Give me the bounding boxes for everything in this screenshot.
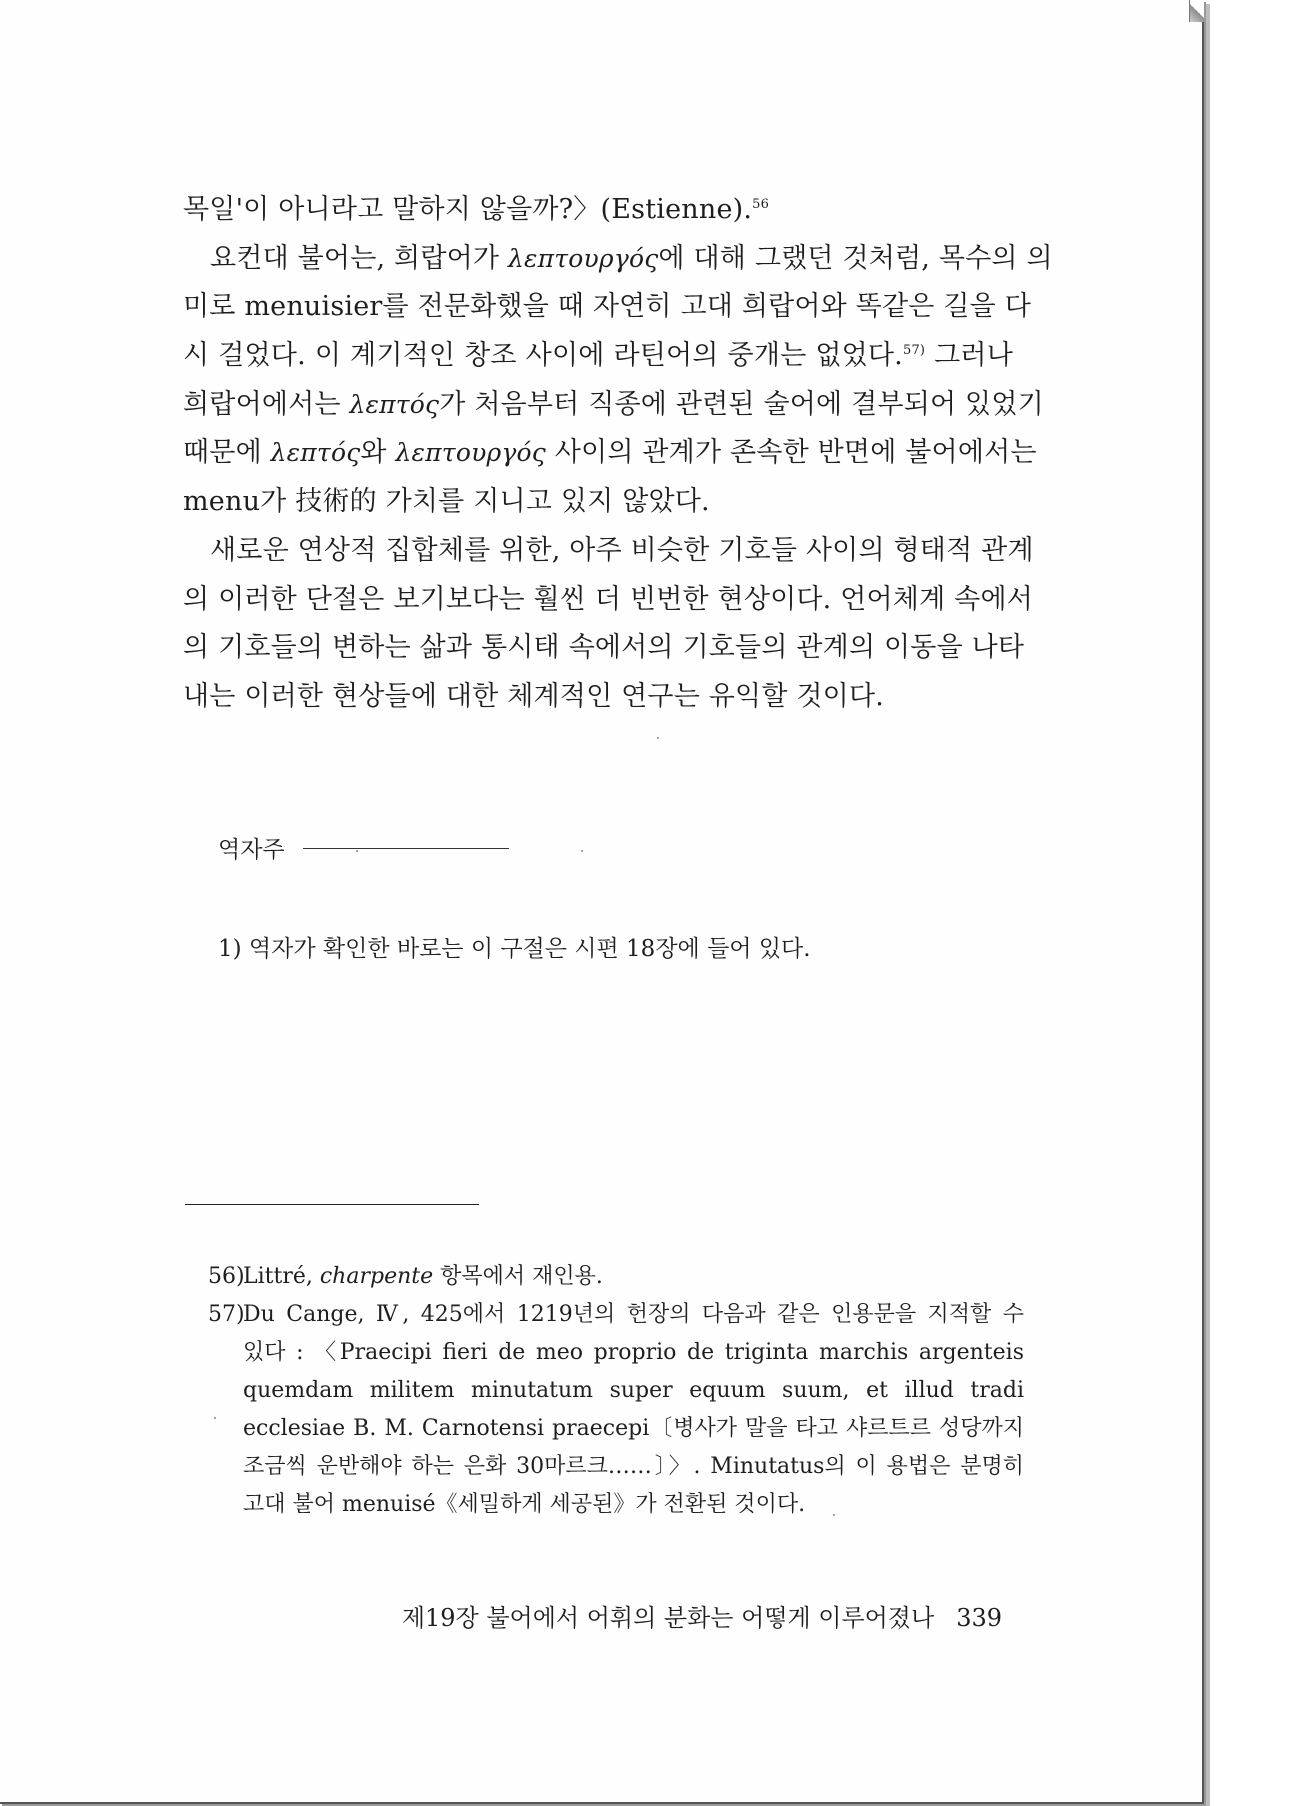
footnote-57-line-3: quemdam militem minutatum super equum suum, et illud tradi [243, 1378, 1024, 1403]
footnote-separator [185, 1204, 479, 1205]
greek-term: λεπτός [349, 389, 440, 419]
scan-speck [657, 737, 659, 739]
body-line-8: 새로운 연상적 집합체를 위한, 아주 비슷한 기호들 사이의 형태적 관계 [210, 534, 1034, 566]
translator-notes [218, 830, 1018, 967]
translator-note-1: 1) 역자가 확인한 바로는 이 구절은 시편 18장에 들어 있다. [218, 936, 811, 962]
footnote-57-line-6: 고대 불어 menuisé《세밀하게 세공된》가 전환된 것이다. [243, 1492, 806, 1517]
body-line-9: 의 이러한 단절은 보기보다는 훨씬 더 빈번한 현상이다. 언어체계 속에서 [183, 583, 1034, 615]
footnotes [208, 1258, 1024, 1524]
body-line-5: 희랍어에서는 λεπτός가 처음부터 직종에 관련된 술어에 결부되어 있었기 [183, 388, 1044, 420]
footnote-57-line-5: 조금씩 운반해야 하는 은화 30마르크……〕〉. Minutatus의 이 용법은 분명히 [243, 1454, 1024, 1479]
greek-term: λεπτουργός [395, 438, 546, 468]
translator-notes-heading: 역자주 [218, 830, 1018, 864]
footnote-57-line-1: 57)Du Cange, Ⅳ, 425에서 1219년의 헌장의 다음과 같은 인용문을 지적할 수 [208, 1302, 1024, 1327]
footnote-57-line-2: 있다 : 〈Praecipi fieri de meo proprio de triginta marchis argenteis [243, 1340, 1024, 1365]
heading-rule [303, 848, 509, 849]
footnote-56: 56)Littré, charpente 항목에서 재인용. [208, 1264, 603, 1289]
scan-speck [356, 850, 358, 852]
body-line-3: 미로 menuisier를 전문화했을 때 자연히 고대 희랍어와 똑같은 길을 다 [183, 291, 1031, 323]
main-text [183, 186, 1053, 722]
body-line-6: 때문에 λεπτός와 λεπτουργός 사이의 관계가 존속한 반면에 불어에서는 [183, 437, 1037, 469]
page-corner-fold [1189, 0, 1204, 22]
scan-speck [214, 1417, 216, 1419]
page-number: 339 [956, 1604, 1002, 1632]
greek-term: λεπτός [270, 438, 361, 468]
body-line-7: menu가 技術的 가치를 지니고 있지 않았다. [183, 486, 710, 518]
scan-speck [581, 850, 583, 852]
footnote-ref-57[interactable]: 57) [902, 343, 926, 359]
footnote-57-line-4: ecclesiae B. M. Carnotensi praecepi〔병사가 말을 타고 샤르트르 성당까지 [243, 1416, 1024, 1441]
scan-speck [833, 1514, 835, 1516]
body-line-4: 시 걸었다. 이 계기적인 창조 사이에 라틴어의 중개는 없었다.$^{57)}$ 그러나 [183, 340, 1013, 372]
running-footer [340, 1598, 1002, 1638]
greek-term: λεπτουργός [507, 243, 659, 273]
footnote-ref-56[interactable]: 56 [752, 197, 770, 212]
chapter-title: 제19장 불어에서 어휘의 분화는 어떻게 이루어졌나 [401, 1604, 935, 1632]
body-line-10: 의 기호들의 변하는 삶과 통시태 속에서의 기호들의 관계의 이동을 나타 [183, 632, 1025, 664]
body-line-11: 내는 이러한 현상들에 대한 체계적인 연구는 유익할 것이다. [183, 680, 885, 712]
body-line-1: 목일'이 아니라고 말하지 않을까?〉(Estienne).$^{56}$ [183, 194, 770, 225]
body-line-2: 요컨대 불어는, 희랍어가 λεπτουργός에 대해 그랬던 것처럼, 목수의 의 [210, 242, 1053, 274]
